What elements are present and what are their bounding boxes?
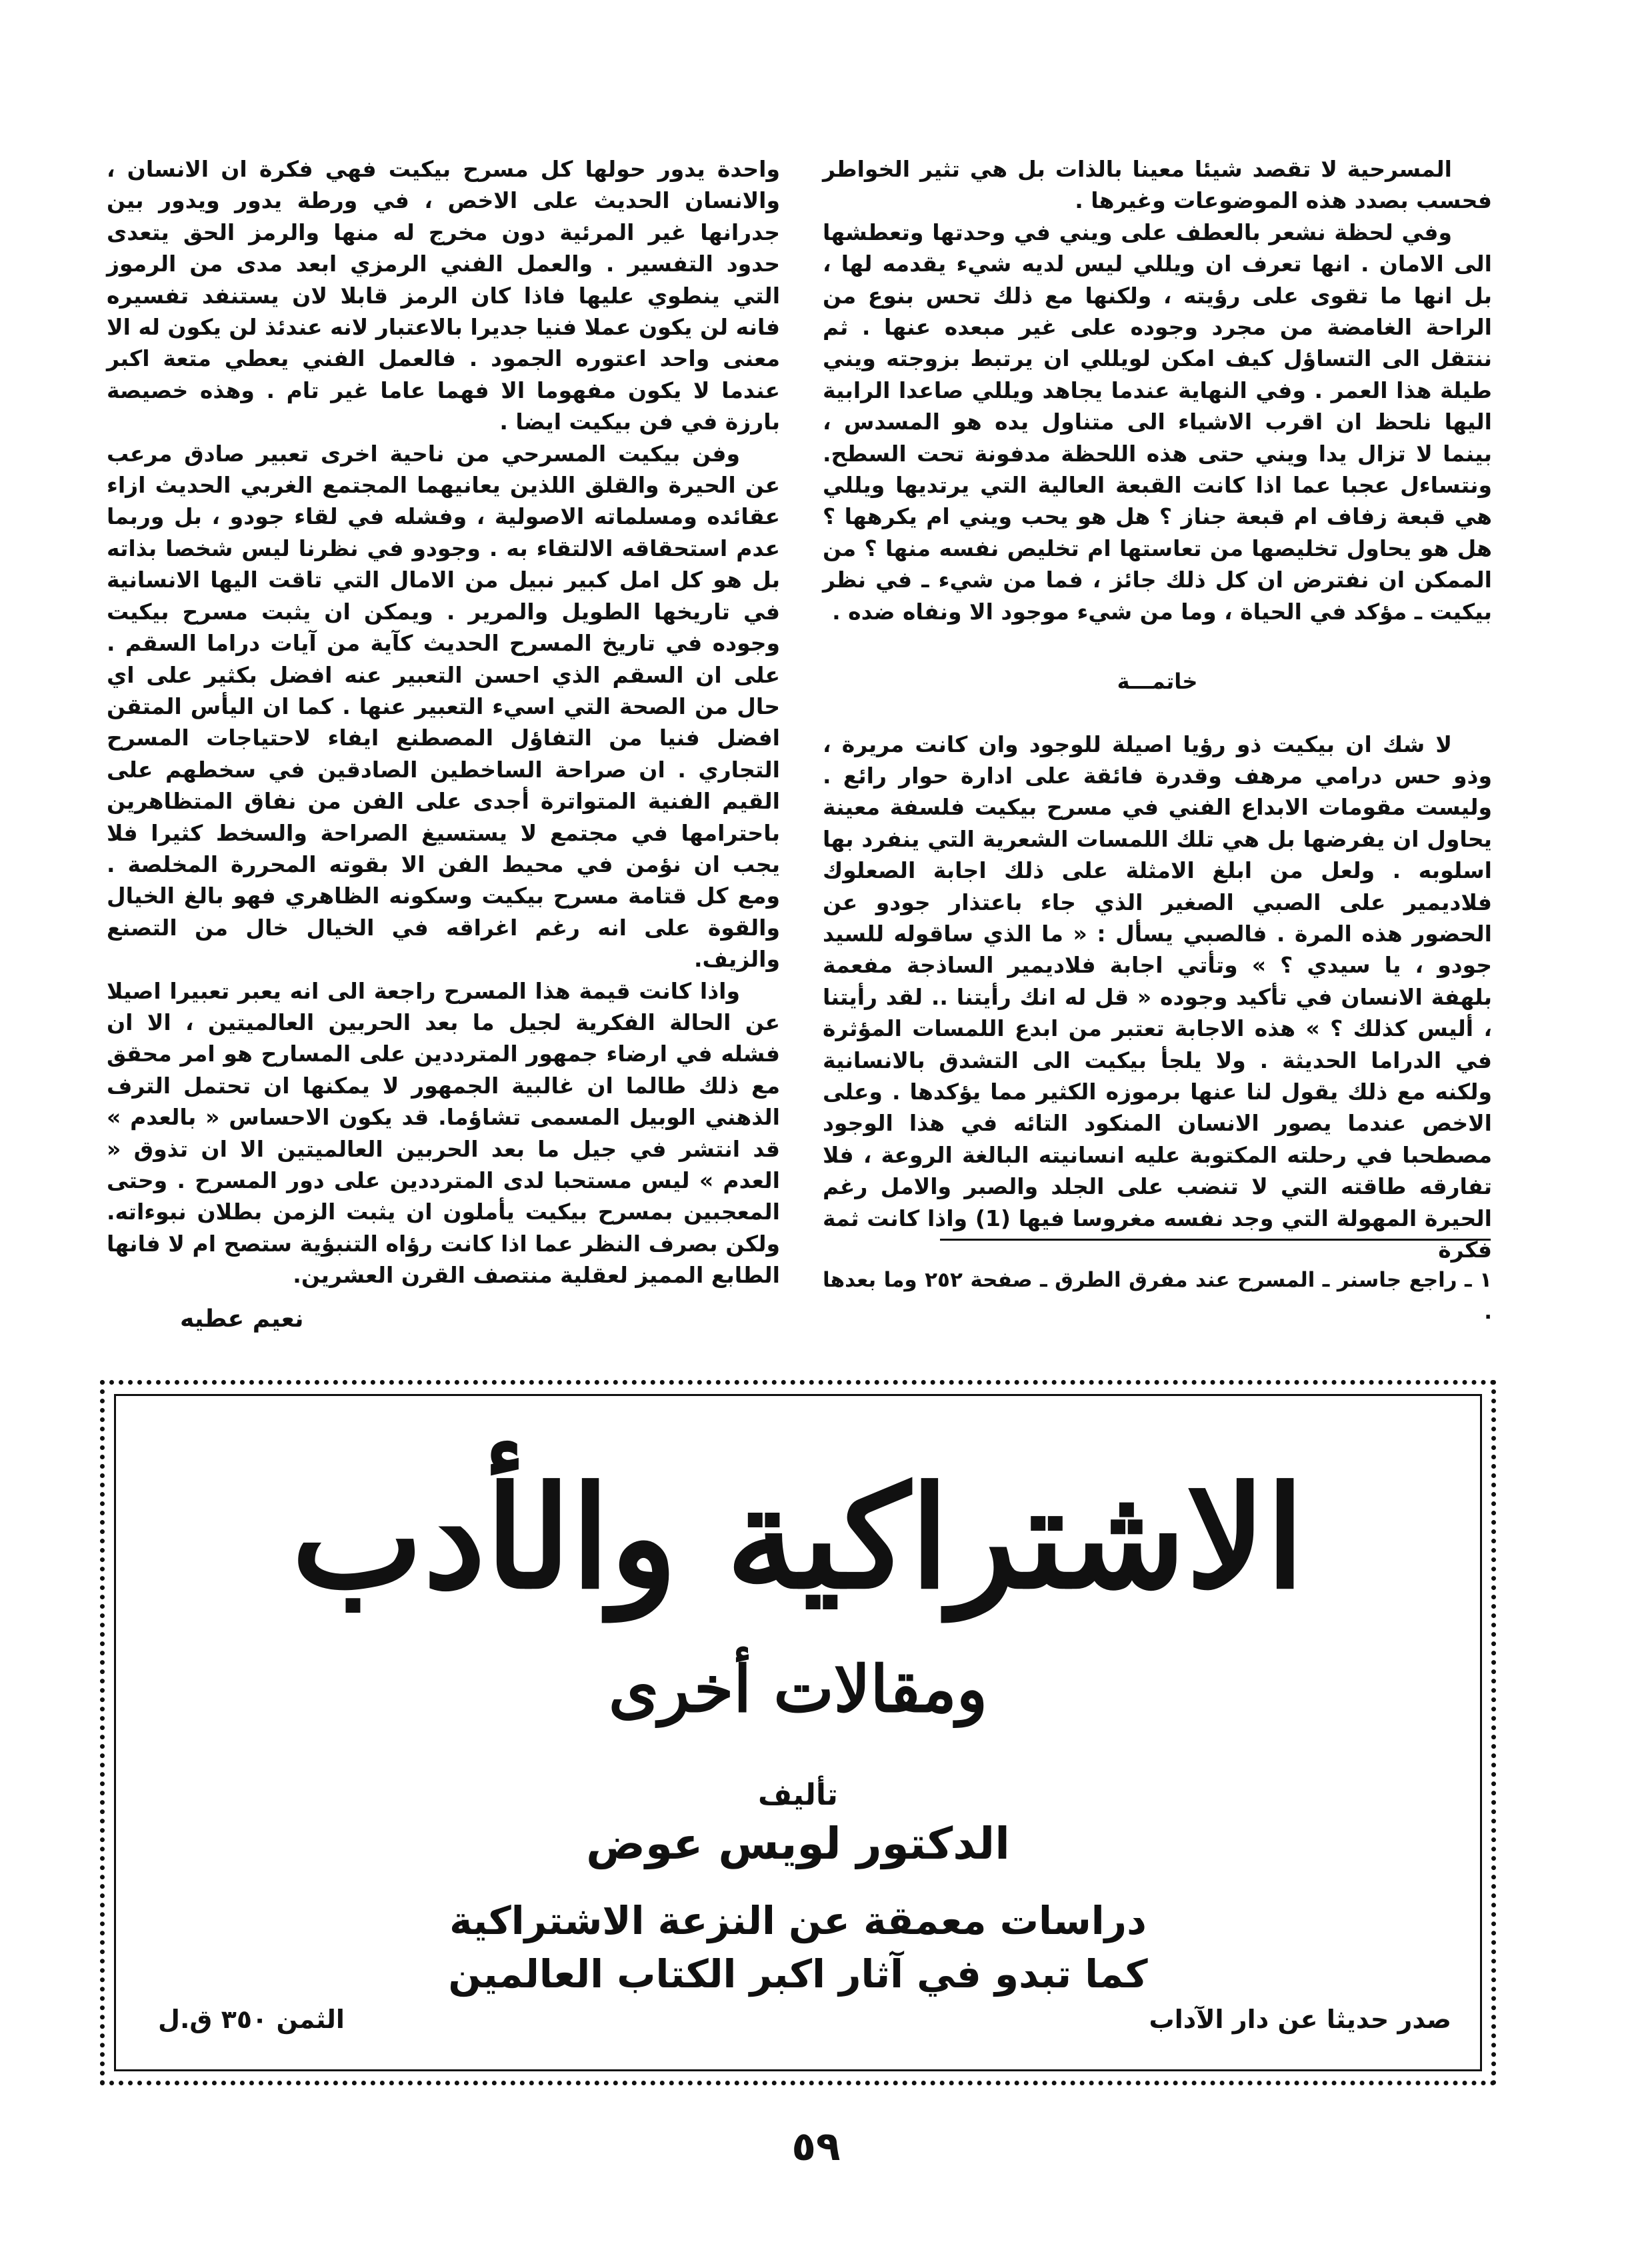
book-title: الاشتراكية والأدب [291, 1455, 1305, 1620]
footnote-divider [940, 1239, 1491, 1241]
page-number: ٥٩ [791, 2123, 841, 2170]
article-column-left [107, 153, 780, 1291]
paragraph: واذا كانت قيمة هذا المسرح راجعة الى انه يعبر تعبيرا اصيلا عن الحالة الفكرية لجيل ما بعد الحربين العالميتين ، الا ان فشله في ارضاء جمهور المترددين على المسارح هو امر محقق مع ذلك طالما ان غالبية الجمهور لا يمكنها ان تحتمل الترف الذهني الوبيل المسمى تشاؤما. قد يكون الاحساس « بالعدم » قد انتشر في جيل ما بعد الحربين العالميتين الا ان تذوق « العدم » ليس مستحبا لدى المترددين على دور المسرح . وحتى المعجبين بمسرح بيكيت يأملون ان يثبت الزمن بطلان نبوءاته. ولكن بصرف النظر عما اذا كانت رؤاه التنبؤية ستصح ام لا فانها الطابع المميز لعقلية منتصف القرن العشرين. [107, 977, 780, 1289]
book-price: الثمن ٣٥٠ ق.ل [158, 2005, 345, 2034]
book-description-line: كما تبدو في آثار اكبر الكتاب العالمين [448, 1951, 1148, 1997]
footnote: ١ ـ راجع جاسنر ـ المسرح عند مفرق الطرق ـ صفحة ٢٥٢ وما بعدها . [823, 1268, 1493, 1324]
paragraph: المسرحية لا تقصد شيئا معينا بالذات بل هي تثير الخواطر فحسب بصدد هذه الموضوعات وغيرها . [823, 156, 1492, 214]
book-description-line: دراسات معمقة عن النزعة الاشتراكية [449, 1898, 1147, 1943]
publisher-note: صدر حديثا عن دار الآداب [1149, 2005, 1451, 2034]
paragraph: واحدة يدور حولها كل مسرح بيكيت فهي فكرة ان الانسان ، والانسان الحديث على الاخص ، في ورطة يدور ويدور بين جدرانها غير المرئية دون مخرج له منها والرمز الحق يتعدى حدود التفسير . والعمل الفني الرمزي ابعد مدى من الرموز التي ينطوي عليها فاذا كان الرمز قابلا لان يستنفد تفسيره فانه لن يكون عملا فنيا جديرا بالاعتبار لانه عندئذ لن يكون له الا معنى واحد اعتوره الجمود . فالعمل الفني يعطي متعة اكبر عندما لا يكون مفهوما الا فهما عاما غير تام . وهذه خصيصة بارزة في فن بيكيت ايضا . [107, 156, 780, 435]
paragraph: وفي لحظة نشعر بالعطف على ويني في وحدتها وتعطشها الى الامان . انها تعرف ان ويللي ليس لديه شيء يقدمه لها ، بل انها ما تقوى على رؤيته ، ولكنها مع ذلك تحس بنوع من الراحة الغامضة من مجرد وجوده على غير مبعده عنها . ثم ننتقل الى التساؤل كيف امكن لويللي ان يرتبط بزوجته ويني طيلة هذا العمر . وفي النهاية عندما يجاهد ويللي صاعدا الرابية اليها نلحظ ان اقرب الاشياء الى متناول يده هو المسدس ، بينما لا تزال يدا ويني حتى هذه اللحظة مدفونة تحت السطح. ونتساءل عجبا عما اذا كانت القبعة العالية التي يرتديها ويللي هي قبعة زفاف ام قبعة جناز ؟ هل هو يحب ويني ام يكرهها ؟ هل هو يحاول تخليصها من تعاستها ام تخليص نفسه منها ؟ من الممكن ان نفترض ان كل ذلك جائز ، فما من شيء ـ في نظر بيكيت ـ مؤكد في الحياة ، وما من شيء موجود الا ونفاه ضده . [823, 219, 1492, 625]
authorship-label: تأليف [758, 1778, 838, 1812]
author-signature: نعيم عطيه [180, 1305, 304, 1333]
paragraph: وفن بيكيت المسرحي من ناحية اخرى تعبير صادق مرعب عن الحيرة والقلق اللذين يعانيهما المجتمع الغربي الحديث ازاء عقائده ومسلماته الاصولية ، وفشله في لقاء جودو ، بل وربما عدم استحقاقه الالتقاء به . وجودو في نظرنا ليس شخصا بذاته بل هو كل امل كبير نبيل من الامال التي تاقت اليها الانسانية في تاريخها الطويل والمرير . ويمكن ان يثبت مسرح بيكيت وجوده في تاريخ المسرح الحديث كآية من آيات دراما السقم . على ان السقم الذي احسن التعبير عنه افضل بكثير على اي حال من الصحة التي اسيء التعبير عنها . كما ان اليأس المتقن افضل فنيا من التفاؤل المصطنع ايفاء لاحتياجات المسرح التجاري . ان صراحة الساخطين الصادقين في سخطهم على القيم الفنية المتواترة أجدى على الفن من نفاق المتظاهرين باحترامها في مجتمع لا يستسيغ الصراحة والسخط كثيرا فلا يجب ان نؤمن في محيط الفن الا بقوته المحررة المخلصة . ومع كل قتامة مسرح بيكيت وسكونه الظاهري فهو بالغ الخيال والقوة على انه رغم اغراقه في الخيال خال من التصنع والزيف. [107, 440, 780, 973]
book-advertisement [100, 1380, 1496, 2085]
paragraph: لا شك ان بيكيت ذو رؤيا اصيلة للوجود وان كانت مريرة ، وذو حس درامي مرهف وقدرة فائقة على ادارة حوار رائع . وليست مقومات الابداع الفني في مسرح بيكيت فلسفة معينة يحاول ان يفرضها بل هي تلك اللمسات الشعرية التي ينفرد بها اسلوبه . ولعل من ابلغ الامثلة على ذلك اجابة الصعلوك فلاديمير على الصبي الصغير الذي جاء باعتذار جودو عن الحضور هذه المرة . فالصبي يسأل : « ما الذي ساقوله للسيد جودو ، يا سيدي ؟ » وتأتي اجابة فلاديمير الساذجة مفعمة بلهفة الانسان في تأكيد وجوده « قل له انك رأيتنا .. لقد رأيتنا ، أليس كذلك ؟ » هذه الاجابة تعتبر من ابدع اللمسات المؤثرة في الدراما الحديثة . ولا يلجأ بيكيت الى التشدق بالانسانية ولكنه مع ذلك يقول لنا عنها برموزه الكثير مما يؤكدها . وعلى الاخص عندما يصور الانسان المنكود التائه في هذا الوجود مصطحبا في رحلته المكتوبة عليه انسانيته البالغة الروعة ، فلا تفارقه طاقته التي لا تنضب على الجلد والصبر والامل رغم الحيرة المهولة التي وجد نفسه مغروسا فيها (1) واذا كانت ثمة فكرة [823, 731, 1492, 1263]
article-column-right [823, 153, 1492, 1265]
book-subtitle: ومقالات أخرى [608, 1651, 988, 1727]
section-heading: خاتمـــة [1117, 669, 1198, 695]
book-author: الدكتور لويس عوض [586, 1818, 1010, 1869]
